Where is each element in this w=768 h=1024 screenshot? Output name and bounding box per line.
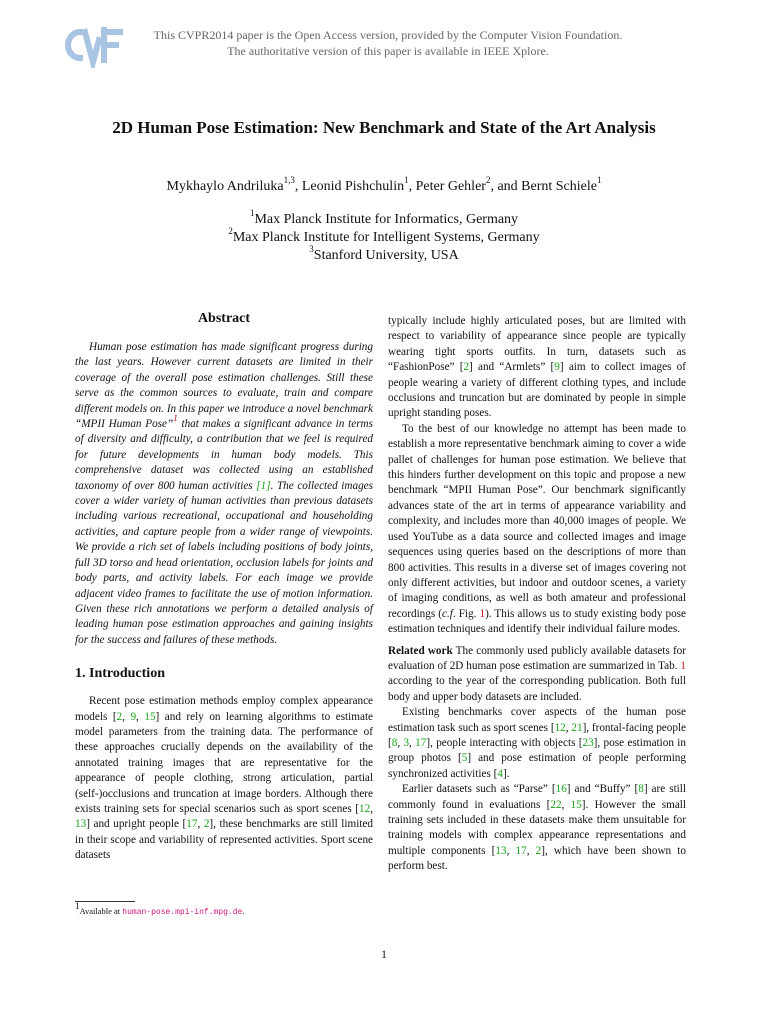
citation-link[interactable]: 2 xyxy=(463,361,470,374)
footnote xyxy=(75,901,373,919)
related-work-heading: Related work xyxy=(388,644,453,657)
author-name: Leonid Pishchulin xyxy=(301,179,405,194)
citation-link[interactable]: 13 xyxy=(495,844,507,857)
text-run: , xyxy=(122,710,131,723)
text-run: , xyxy=(136,710,145,723)
affiliation-number: 1 xyxy=(249,208,255,219)
author-affiliation-mark: 2 xyxy=(485,175,491,186)
citation-link[interactable]: 5 xyxy=(461,752,468,765)
body-paragraph xyxy=(388,705,686,782)
text-run: c.f xyxy=(441,607,453,620)
text-run: ] and upright people [ xyxy=(86,818,187,831)
affiliation-text: Max Planck Institute for Intelligent Systems, Germany xyxy=(232,230,540,245)
notice-line-2: The authoritative version of this paper is available in IEEE Xplore. xyxy=(227,44,549,58)
footnote-text: . xyxy=(242,906,245,916)
affiliation-text: Max Planck Institute for Informatics, Germany xyxy=(254,212,519,227)
citation-link[interactable]: 22 xyxy=(550,798,562,811)
footnote-url-link[interactable]: human-pose.mpi-inf.mpg.de xyxy=(122,908,243,917)
author-name: Peter Gehler xyxy=(415,179,486,194)
left-column xyxy=(75,310,373,864)
text-run: ], which have been shown to perform best. xyxy=(388,844,687,873)
citation-link[interactable]: 12 xyxy=(359,802,371,815)
citation-link[interactable]: 13 xyxy=(75,818,87,831)
paper-title: 2D Human Pose Estimation: New Benchmark and State of the Art Analysis xyxy=(112,118,656,137)
abstract-part: that makes a significant advance in terms of diversity and difficulty, a contribution that we feel is required for future developments in human body models. This comprehensive dataset was collected using an established taxonomy of over 800 human activities xyxy=(75,418,373,492)
right-column xyxy=(388,314,686,875)
citation-link[interactable]: 8 xyxy=(391,736,398,749)
text-run: , xyxy=(506,844,516,857)
abstract-heading: Abstract xyxy=(197,311,251,326)
text-run: according to the year of the corresponding publication. Both full body and upper body datasets are included. xyxy=(388,675,686,703)
footnote-number: 1 xyxy=(75,901,80,912)
citation-link[interactable]: 9 xyxy=(554,361,560,374)
body-paragraph xyxy=(388,422,686,638)
text-run: ] and “Buffy” [ xyxy=(566,783,639,796)
text-run: , xyxy=(565,721,572,734)
citation-link[interactable]: 2 xyxy=(535,844,542,857)
author-separator: , xyxy=(408,179,416,194)
citation-link[interactable]: [1] xyxy=(256,479,271,492)
affiliation-line xyxy=(0,244,768,265)
affiliation-number: 3 xyxy=(309,244,314,255)
text-run: . Fig. xyxy=(452,607,480,620)
affiliation-list xyxy=(0,208,768,265)
table-reference-link[interactable]: 1 xyxy=(680,659,686,672)
text-run: ], people interacting with objects [ xyxy=(426,736,583,749)
open-access-notice xyxy=(0,27,768,59)
footnote-text: Available at xyxy=(79,906,123,916)
text-run: To the best of our knowledge no attempt has been made to establish a more representative benchmark aiming to cover a wide pallet of challenges for human pose estimation. We believe that this hinders further development on this topic and propose a new benchmark “MPII Human Pose”. Our benchmark significantly advances state of the art in terms of appearance variability and complexity, and includes more than 40,000 images of people. We used YouTube as a data source and collected images and image sequences using queries based on the descriptions of more than 800 activities. This results in a diverse set of images covering not only different activities, but indoor and outdoor scenes, a variety of imaging conditions, as well as both amateur and professional recordings ( xyxy=(388,422,686,620)
text-run: , xyxy=(409,736,416,749)
author-affiliation-mark: 1 xyxy=(404,175,409,186)
text-run: ] and rely on learning algorithms to estimate model parameters from the training data. The performance of these approaches crucially depends on the availability of the annotated training images that are representative for the appearance of people clothing, strong articulation, partial (self-)occlusions and truncation at image borders. Although there exists training sets for special scenarios such as sport scenes [ xyxy=(75,710,374,815)
citation-link[interactable]: 15 xyxy=(144,710,156,723)
body-paragraph xyxy=(388,314,686,422)
footnote-mark[interactable]: 1 xyxy=(173,413,178,424)
text-run: ). This allows us to study existing body pose estimation techniques and identify their individual failure modes. xyxy=(388,607,686,636)
citation-link[interactable]: 16 xyxy=(555,783,567,796)
citation-link[interactable]: 17 xyxy=(515,844,527,857)
citation-link[interactable]: 3 xyxy=(403,736,410,749)
text-run: Recent pose estimation methods employ complex appearance models [ xyxy=(75,695,373,723)
text-run: ] aim to collect images of people wearing a variety of different clothing types, and include occlusions and truncation but are dominated by people in simple upright standing poses. xyxy=(388,361,686,420)
introduction-heading: 1. Introduction xyxy=(75,666,165,682)
citation-link[interactable]: 21 xyxy=(571,721,583,734)
citation-link[interactable]: 9 xyxy=(130,710,137,723)
affiliation-number: 2 xyxy=(228,226,233,237)
text-run: Existing benchmarks cover aspects of the human pose estimation task such as sport scenes [ xyxy=(388,706,686,734)
introduction-paragraph xyxy=(75,694,373,863)
author-affiliation-mark: 1,3 xyxy=(283,175,295,186)
author-affiliation-mark: 1 xyxy=(596,175,602,186)
citation-link[interactable]: 2 xyxy=(116,710,123,723)
footnote-divider xyxy=(75,901,135,902)
citation-link[interactable]: 2 xyxy=(203,818,210,831)
author-name: Mykhaylo Andriluka xyxy=(166,179,284,194)
page-number: 1 xyxy=(381,947,387,961)
related-work-paragraph xyxy=(388,644,686,706)
citation-link[interactable]: 23 xyxy=(582,736,594,749)
text-run: Earlier datasets such as “Parse” [ xyxy=(402,783,556,796)
text-run: ] are still commonly found in evaluations [ xyxy=(388,783,687,811)
text-run: , xyxy=(370,802,373,815)
citation-link[interactable]: 17 xyxy=(415,736,427,749)
affiliation-line xyxy=(0,208,768,229)
text-run: , xyxy=(197,818,204,831)
text-run: ], pose estimation in group photos [ xyxy=(388,736,686,765)
text-run: typically include highly articulated poses, but are limited with respect to variability of appearance since people are typically wearing tight sports outfits. In turn, datasets such as “FashionPose” [ xyxy=(388,315,686,374)
text-run: ]. However the small training sets included in these datasets make them unsuitable for training models with complex appearance representations and multiple components [ xyxy=(388,798,686,857)
citation-link[interactable]: 8 xyxy=(638,783,644,796)
citation-link[interactable]: 15 xyxy=(570,798,582,811)
citation-link[interactable]: 17 xyxy=(186,818,198,831)
affiliation-text: Stanford University, USA xyxy=(313,248,459,263)
text-run: ] and pose estimation of people performing synchronized activities [ xyxy=(388,752,686,780)
figure-reference-link[interactable]: 1 xyxy=(479,607,486,620)
body-paragraph xyxy=(388,782,686,874)
affiliation-line xyxy=(0,226,768,247)
abstract-part: Human pose estimation has made significant progress during the last years. However current datasets are limited in their coverage of the overall pose estimation challenges. Still these serve as the common sources to evaluate, train and compare different models on. In this paper we introduce a novel benchmark “MPII Human Pose” xyxy=(75,341,373,431)
text-run: ], frontal-facing people [ xyxy=(388,721,687,749)
text-run: , xyxy=(526,844,536,857)
author-separator: , and xyxy=(490,179,522,194)
citation-link[interactable]: 12 xyxy=(554,721,566,734)
abstract-text xyxy=(75,340,373,648)
citation-link[interactable]: 4 xyxy=(497,767,503,780)
text-run: ]. xyxy=(502,767,510,780)
author-list xyxy=(0,175,768,196)
abstract-part: . The collected images cover a wider variety of human activities than previous datasets including various recreational, occupational and householding activities, and capture people from a wider range of viewpoints. We provide a rich set of labels including positions of body joints, full 3D torso and head orientation, occlusion labels for joints and body parts, and activity labels. For each image we provide adjacent video frames to facilitate the use of motion information. Given these rich annotations we perform a detailed analysis of leading human pose estimation approaches and gaining insights for the success and failures of these methods. xyxy=(75,479,373,646)
author-name: Bernt Schiele xyxy=(521,179,597,194)
author-separator: , xyxy=(294,179,302,194)
text-run: ], these benchmarks are still limited in their scope and variability of represented activities. Sport scene datasets xyxy=(75,818,373,862)
text-run: ] and “Armlets” [ xyxy=(469,361,555,374)
notice-line-1: This CVPR2014 paper is the Open Access version, provided by the Computer Vision Foundation. xyxy=(153,28,623,42)
text-run: , xyxy=(561,798,571,811)
text-run: The commonly used publicly available datasets for evaluation of 2D human pose estimation are summarized in Tab. xyxy=(388,644,686,672)
text-run: , xyxy=(397,736,404,749)
